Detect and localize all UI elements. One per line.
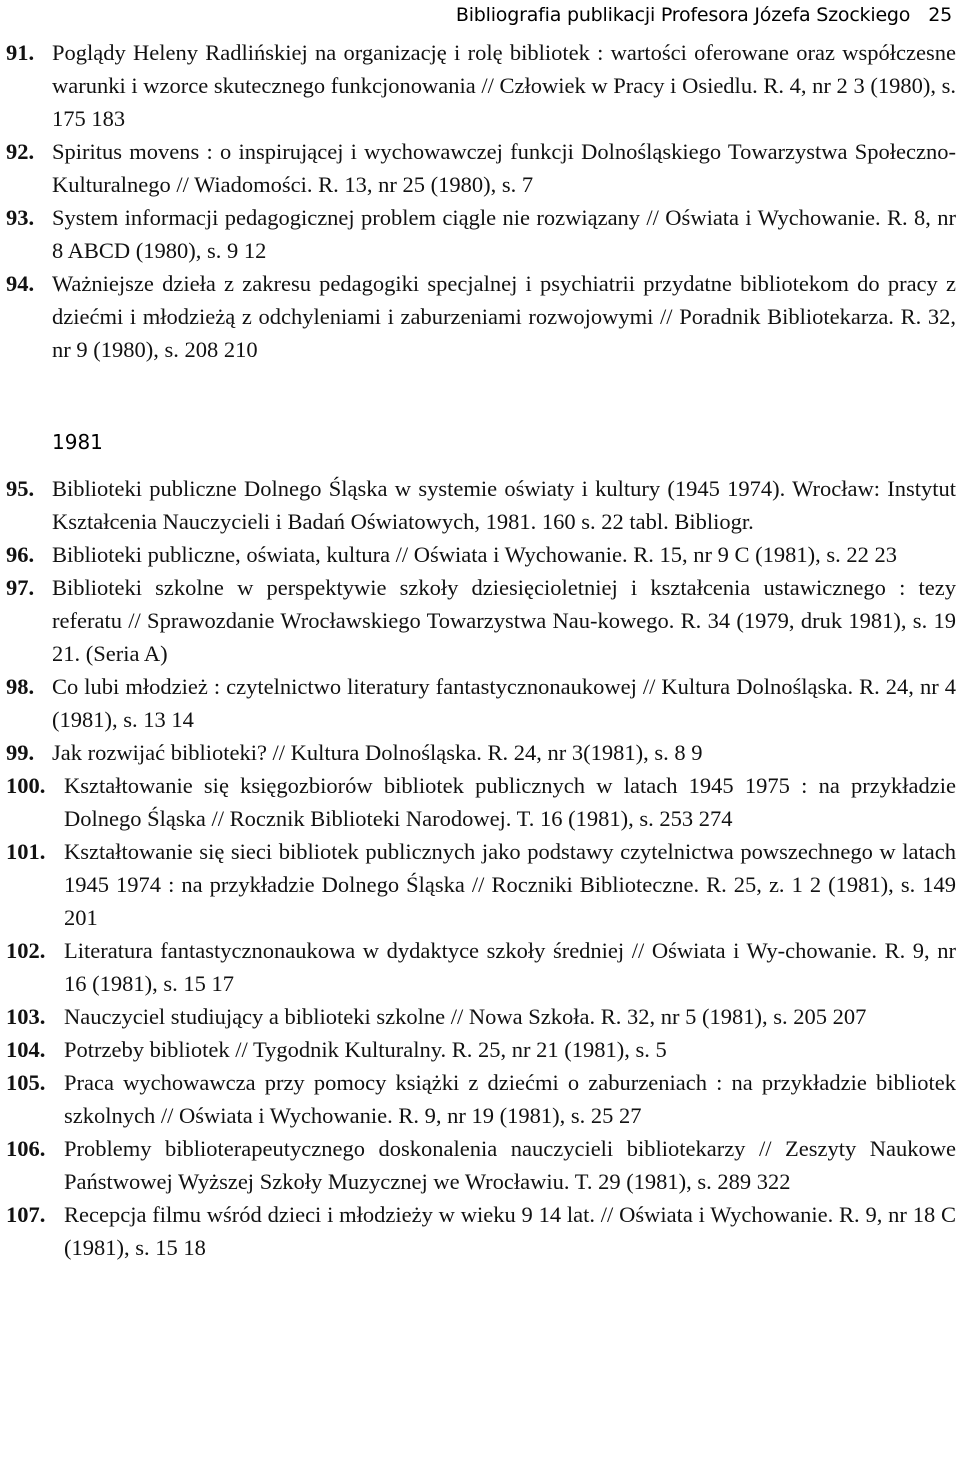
- entry-number: 96.: [6, 542, 35, 567]
- entry-text: Literatura fantastycznonaukowa w dydaktyce szkoły średniej // Oświata i Wy-chowanie. R. 9, nr 16 (1981), s. 15 17: [64, 938, 956, 996]
- entry-text: Praca wychowawcza przy pomocy książki z dziećmi o zaburzeniach : na przykładzie bibliotek szkolnych // Oświata i Wychowanie. R. 9, nr 19 (1981), s. 25 27: [64, 1070, 956, 1128]
- entry-number: 93.: [6, 205, 35, 230]
- bibliography-entry: [6, 670, 956, 736]
- bibliography-entry: [6, 538, 956, 571]
- bibliography-entry: [6, 1066, 956, 1132]
- bibliography-entry: [6, 267, 956, 366]
- bibliography-entry: [6, 1132, 956, 1198]
- page-number: 25: [928, 4, 952, 26]
- entry-number: 107.: [6, 1202, 46, 1227]
- entry-text: Spiritus movens : o inspirującej i wychowawczej funkcji Dolnośląskiego Towarzystwa Społeczno-Kulturalnego // Wiadomości. R. 13, nr 25 (1980), s. 7: [52, 139, 956, 197]
- entry-text: Recepcja filmu wśród dzieci i młodzieży w wieku 9 14 lat. // Oświata i Wychowanie. R. 9, nr 18 C (1981), s. 15 18: [64, 1202, 956, 1260]
- entry-text: Kształtowanie się sieci bibliotek publicznych jako podstawy czytelnictwa powszechnego w latach 1945 1974 : na przykładzie Dolnego Śląska // Roczniki Biblioteczne. R. 25, z. 1 2 (1981), s. 149 201: [64, 839, 956, 930]
- entry-text: Problemy biblioterapeutycznego doskonalenia nauczycieli bibliotekarzy // Zeszyty Naukowe Państwowej Wyższej Szkoły Muzycznej we Wrocławiu. T. 29 (1981), s. 289 322: [64, 1136, 956, 1194]
- entry-text: Poglądy Heleny Radlińskiej na organizację i rolę bibliotek : wartości oferowane oraz współczesne warunki i wzorce skutecznego funkcjonowania // Człowiek w Pracy i Osiedlu. R. 4, nr 2 3 (1980), s. 175 183: [52, 40, 956, 131]
- year-heading: 1981: [52, 430, 103, 454]
- bibliography-entry: [6, 36, 956, 135]
- entry-number: 91.: [6, 40, 35, 65]
- entry-text: Potrzeby bibliotek // Tygodnik Kulturalny. R. 25, nr 21 (1981), s. 5: [64, 1037, 667, 1062]
- entry-number: 102.: [6, 938, 46, 963]
- entry-number: 99.: [6, 740, 35, 765]
- entry-text: Ważniejsze dzieła z zakresu pedagogiki specjalnej i psychiatrii przydatne bibliotekom do pracy z dziećmi i młodzieżą z odchyleniami i zaburzeniami rozwojowymi // Poradnik Bibliotekarza. R. 32, nr 9 (1980), s. 208 210: [52, 271, 956, 362]
- entry-number: 101.: [6, 839, 46, 864]
- bibliography-entry: [6, 934, 956, 1000]
- bibliography-list-1980: [6, 36, 956, 366]
- bibliography-entry: [6, 736, 956, 769]
- entry-text: System informacji pedagogicznej problem ciągle nie rozwiązany // Oświata i Wychowanie. R. 8, nr 8 ABCD (1980), s. 9 12: [52, 205, 956, 263]
- header-title: Bibliografia publikacji Profesora Józefa Szockiego: [455, 4, 911, 26]
- entry-text: Biblioteki szkolne w perspektywie szkoły dziesięcioletniej i kształcenia ustawicznego : tezy referatu // Sprawozdanie Wrocławskiego Towarzystwa Nau-kowego. R. 34 (1979, druk 1981), s. 19 21. (Seria A): [52, 575, 956, 666]
- entry-number: 104.: [6, 1037, 46, 1062]
- entry-text: Biblioteki publiczne, oświata, kultura // Oświata i Wychowanie. R. 15, nr 9 C (1981), s. 22 23: [52, 542, 897, 567]
- bibliography-entry: [6, 835, 956, 934]
- running-header: [456, 4, 952, 26]
- entry-number: 94.: [6, 271, 35, 296]
- entry-number: 98.: [6, 674, 35, 699]
- bibliography-list-1981: [6, 472, 956, 1264]
- entry-text: Co lubi młodzież : czytelnictwo literatury fantastycznonaukowej // Kultura Dolnośląska. R. 24, nr 4 (1981), s. 13 14: [52, 674, 956, 732]
- entry-number: 92.: [6, 139, 35, 164]
- bibliography-entry: [6, 472, 956, 538]
- entry-number: 105.: [6, 1070, 46, 1095]
- entry-number: 100.: [6, 773, 46, 798]
- bibliography-entry: [6, 571, 956, 670]
- bibliography-entry: [6, 769, 956, 835]
- entry-text: Kształtowanie się księgozbiorów bibliotek publicznych w latach 1945 1975 : na przykładzie Dolnego Śląska // Rocznik Biblioteki Narodowej. T. 16 (1981), s. 253 274: [64, 773, 956, 831]
- entry-text: Biblioteki publiczne Dolnego Śląska w systemie oświaty i kultury (1945 1974). Wrocław: Instytut Kształcenia Nauczycieli i Badań Oświatowych, 1981. 160 s. 22 tabl. Bibliogr.: [52, 476, 956, 534]
- bibliography-entry: [6, 1000, 956, 1033]
- bibliography-entry: [6, 201, 956, 267]
- bibliography-entry: [6, 1033, 956, 1066]
- entry-text: Nauczyciel studiujący a biblioteki szkolne // Nowa Szkoła. R. 32, nr 5 (1981), s. 205 207: [64, 1004, 867, 1029]
- entry-number: 97.: [6, 575, 35, 600]
- bibliography-entry: [6, 1198, 956, 1264]
- entry-text: Jak rozwijać biblioteki? // Kultura Dolnośląska. R. 24, nr 3(1981), s. 8 9: [52, 740, 703, 765]
- entry-number: 106.: [6, 1136, 46, 1161]
- entry-number: 103.: [6, 1004, 46, 1029]
- bibliography-entry: [6, 135, 956, 201]
- entry-number: 95.: [6, 476, 35, 501]
